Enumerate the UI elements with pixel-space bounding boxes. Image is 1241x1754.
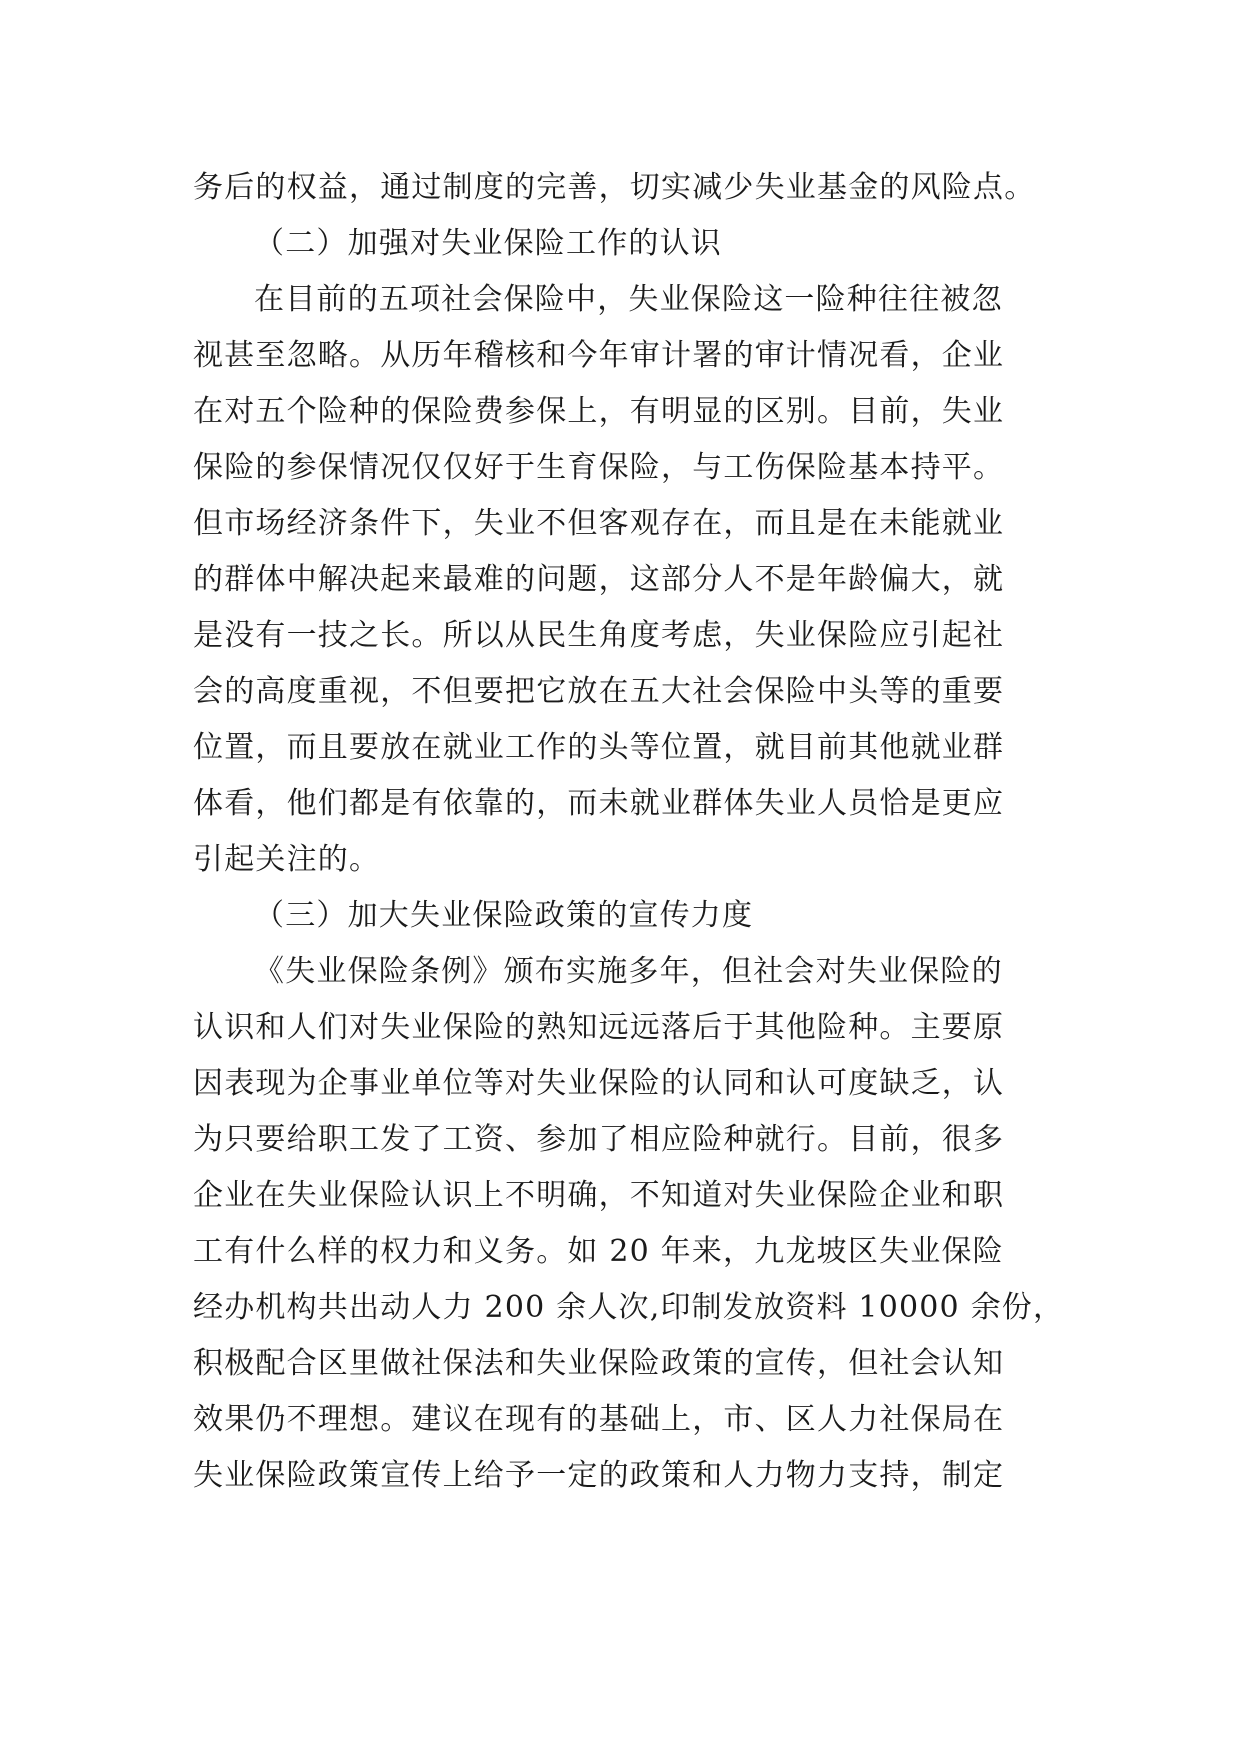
text-line: 因表现为企事业单位等对失业保险的认同和认可度缺乏，认 (193, 1066, 1005, 1101)
section-heading: （二）加强对失业保险工作的认识 (254, 226, 722, 261)
text-line: 经办机构共出动人力 200 余人次,印制发放资料 10000 余份， (193, 1290, 1065, 1325)
text-line: 为只要给职工发了工资、参加了相应险种就行。目前，很多 (193, 1122, 1005, 1157)
text-line: 的群体中解决起来最难的问题，这部分人不是年龄偏大，就 (193, 562, 1005, 597)
text-line: 保险的参保情况仅仅好于生育保险，与工伤保险基本持平。 (193, 450, 1005, 485)
text-line: 效果仍不理想。建议在现有的基础上，市、区人力社保局在 (193, 1402, 1005, 1437)
section-heading: （三）加大失业保险政策的宣传力度 (254, 898, 754, 933)
text-line: 会的高度重视，不但要把它放在五大社会保险中头等的重要 (193, 674, 1005, 709)
text-line: 在目前的五项社会保险中，失业保险这一险种往往被忽 (254, 282, 1003, 317)
text-line: 是没有一技之长。所以从民生角度考虑，失业保险应引起社 (193, 618, 1005, 653)
text-line: 积极配合区里做社保法和失业保险政策的宣传，但社会认知 (193, 1346, 1005, 1381)
text-line: 企业在失业保险认识上不明确，不知道对失业保险企业和职 (193, 1178, 1005, 1213)
text-line: 务后的权益，通过制度的完善，切实减少失业基金的风险点。 (193, 170, 1036, 205)
text-line: 视甚至忽略。从历年稽核和今年审计署的审计情况看，企业 (193, 338, 1005, 373)
text-line: 引起关注的。 (193, 842, 381, 877)
text-line: 在对五个险种的保险费参保上，有明显的区别。目前，失业 (193, 394, 1005, 429)
text-line: 体看，他们都是有依靠的，而未就业群体失业人员恰是更应 (193, 786, 1005, 821)
text-line: 失业保险政策宣传上给予一定的政策和人力物力支持，制定 (193, 1458, 1005, 1493)
text-line: 工有什么样的权力和义务。如 20 年来，九龙坡区失业保险 (193, 1234, 1004, 1269)
text-line: 位置，而且要放在就业工作的头等位置，就目前其他就业群 (193, 730, 1005, 765)
text-line: 但市场经济条件下，失业不但客观存在，而且是在未能就业 (193, 506, 1005, 541)
text-line: 认识和人们对失业保险的熟知远远落后于其他险种。主要原 (193, 1010, 1005, 1045)
text-line: 《失业保险条例》颁布实施多年，但社会对失业保险的 (254, 954, 1003, 989)
